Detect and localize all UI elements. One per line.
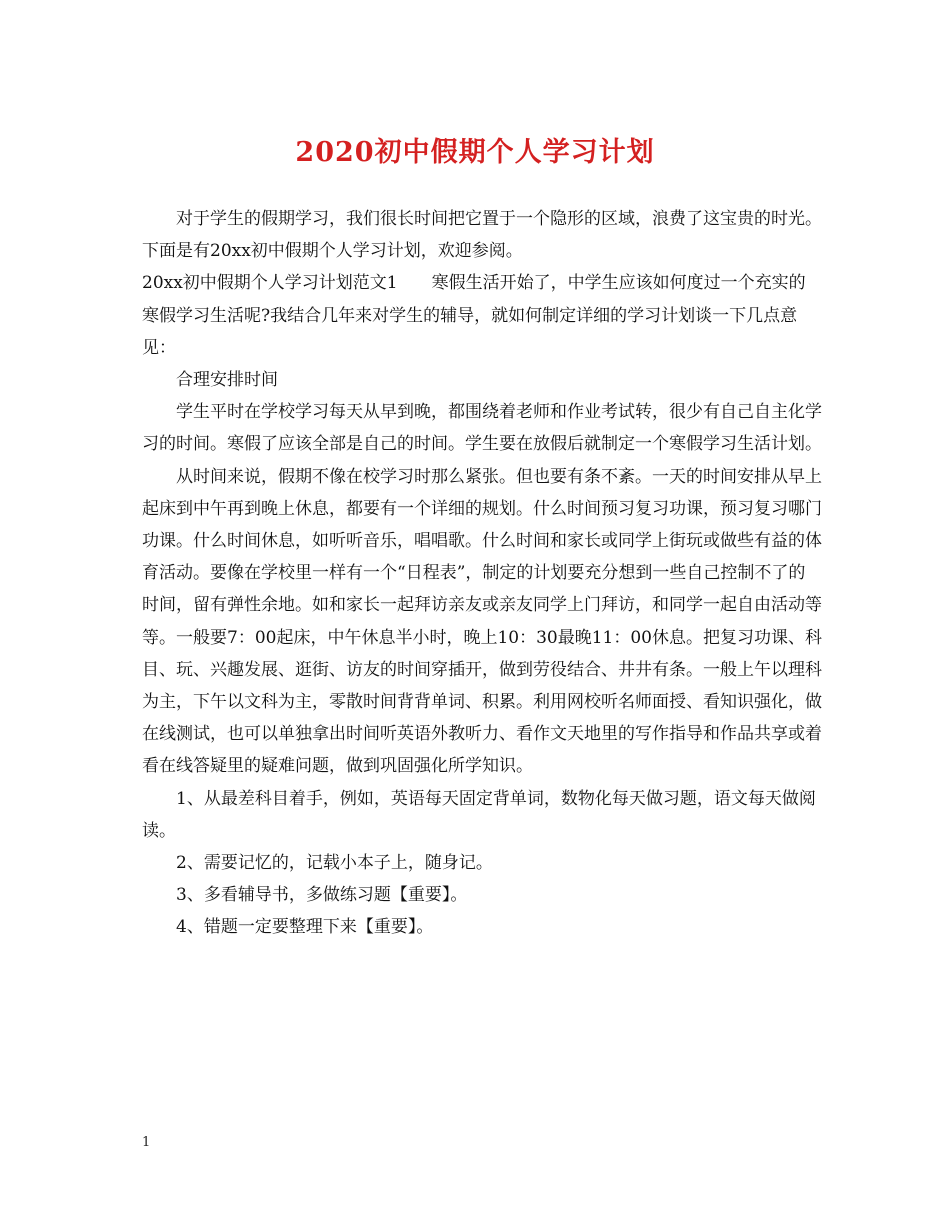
paragraph-intro: 对于学生的假期学习，我们很长时间把它置于一个隐形的区域，浪费了这宝贵的时光。下面是有20xx初中假期个人学习计划，欢迎参阅。 bbox=[142, 209, 822, 262]
paragraph-sample-heading: 20xx初中假期个人学习计划范文1 寒假生活开始了，中学生应该如何度过一个充实的寒假学习生活呢?我结合几年来对学生的辅导，就如何制定详细的学习计划谈一下几点意见： bbox=[142, 273, 806, 358]
paragraph-school-time: 学生平时在学校学习每天从早到晚，都围绕着老师和作业考试转，很少有自己自主化学习的时间。寒假了应该全部是自己的时间。学生要在放假后就制定一个寒假学习生活计划。 bbox=[142, 402, 822, 455]
document-body bbox=[142, 203, 822, 944]
document-title: 2020初中假期个人学习计划 bbox=[295, 137, 655, 168]
list-item-1: 1、从最差科目着手，例如，英语每天固定背单词，数物化每天做习题，语文每天做阅读。 bbox=[142, 788, 816, 841]
page-number: 1 bbox=[142, 1135, 151, 1150]
list-item-4: 4、错题一定要整理下来【重要】。 bbox=[176, 917, 434, 938]
paragraph-schedule: 从时间来说，假期不像在校学习时那么紧张。但也要有条不紊。一天的时间安排从早上起床到中午再到晚上休息，都要有一个详细的规划。什么时间预习复习功课，预习复习哪门功课。什么时间休息，如听听音乐，唱唱歌。什么时间和家长或同学上街玩或做些有益的体育活动。要像在学校里一样有一个“日程表”，制定的计划要充分想到一些自己控制不了的时间，留有弹性余地。如和家长一起拜访亲友或亲友同学上门拜访，和同学一起自由活动等等。一般要7：00起床，中午休息半小时，晚上10：30最晚11：00休息。把复习功课、科目、玩、兴趣发展、逛街、访友的时间穿插开，做到劳役结合、井井有条。一般上午以理科为主，下午以文科为主，零散时间背背单词、积累。利用网校听名师面授、看知识强化，做在线测试，也可以单独拿出时间听英语外教听力、看作文天地里的写作指导和作品共享或着看在线答疑里的疑难问题，做到巩固强化所学知识。 bbox=[142, 466, 822, 777]
paragraph-section-heading: 合理安排时间 bbox=[176, 370, 278, 391]
list-item-2: 2、需要记忆的，记载小本子上，随身记。 bbox=[176, 853, 493, 874]
list-item-3: 3、多看辅导书，多做练习题【重要】。 bbox=[176, 885, 468, 906]
